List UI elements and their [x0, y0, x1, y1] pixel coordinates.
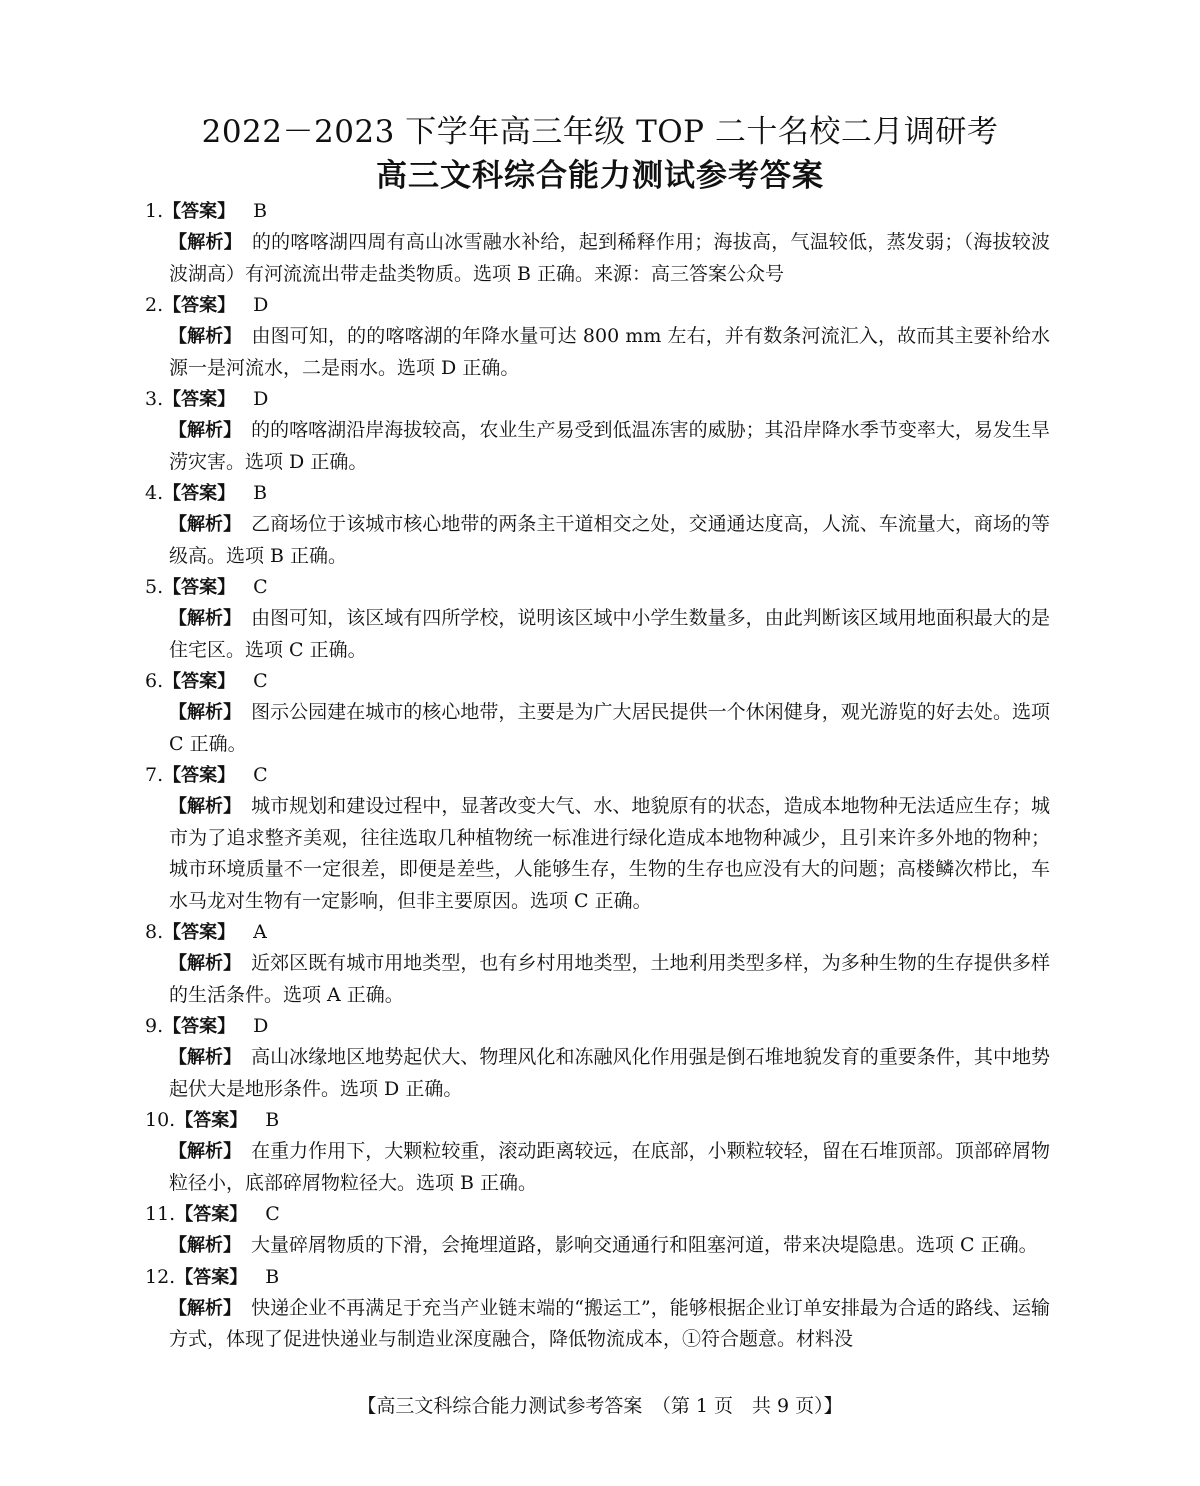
question-number: 2.	[145, 294, 164, 316]
question-number: 5.	[145, 576, 164, 598]
explanation-text: 城市规划和建设过程中，显著改变大气、水、地貌原有的状态，造成本地物种无法适应生存；城市为了追求整齐美观，往往选取几种植物统一标准进行绿化造成本地物种减少，且引来许多外地的物种；城市环境质量不一定很差，即便是差些，人能够生存，生物的生存也应没有大的问题；高楼鳞次栉比，车水马龙对生物有一定影响，但非主要原因。选项 C 正确。	[169, 795, 1050, 912]
answer-value: C	[253, 670, 268, 692]
question-number: 3.	[145, 388, 164, 410]
question-number: 7.	[145, 764, 164, 786]
explanation-text: 在重力作用下，大颗粒较重，滚动距离较远，在底部，小颗粒较轻，留在石堆顶部。顶部碎屑物粒径小，底部碎屑物粒径大。选项 B 正确。	[169, 1140, 1050, 1194]
explanation-label: 【解析】	[169, 514, 242, 535]
page-title: 2022－2023 下学年高三年级 TOP 二十名校二月调研考	[201, 114, 999, 150]
answer-value: C	[253, 576, 268, 598]
explanation-label: 【解析】	[169, 702, 242, 723]
question-item	[145, 1199, 1050, 1262]
question-item	[145, 917, 1050, 1011]
explanation-text: 由图可知，的的喀喀湖的年降水量可达 800 mm 左右，并有数条河流汇入，故而其主要补给水源一是河流水，二是雨水。选项 D 正确。	[169, 325, 1051, 379]
question-item	[145, 666, 1050, 760]
answer-value: C	[265, 1203, 280, 1225]
question-number: 1.	[145, 200, 164, 222]
answer-line	[145, 572, 1050, 603]
explanation-block	[145, 697, 1050, 760]
answer-label: 【答案】	[163, 671, 236, 692]
question-number: 9.	[145, 1015, 164, 1037]
explanation-text: 快递企业不再满足于充当产业链末端的“搬运工”，能够根据企业订单安排最为合适的路线、运输方式，体现了促进快递业与制造业深度融合，降低物流成本，①符合题意。材料没	[169, 1296, 1051, 1350]
question-item	[145, 196, 1050, 290]
question-number: 6.	[145, 670, 164, 692]
question-number: 12.	[145, 1265, 176, 1288]
question-item	[145, 572, 1050, 666]
explanation-label: 【解析】	[169, 1047, 242, 1068]
explanation-block	[145, 791, 1050, 917]
question-item	[145, 478, 1050, 572]
explanation-text: 的的喀喀湖四周有高山冰雪融水补给，起到稀释作用；海拔高，气温较低，蒸发弱；（海拔较波波湖高）有河流流出带走盐类物质。选项 B 正确。来源：高三答案公众号	[169, 231, 1050, 285]
answer-label: 【答案】	[163, 389, 236, 410]
explanation-text: 大量碎屑物质的下滑，会掩埋道路，影响交通通行和阻塞河道，带来决堤隐患。选项 C 正确。	[251, 1234, 1038, 1256]
answer-line	[145, 1199, 1050, 1230]
answer-value: D	[253, 294, 269, 316]
page-footer: 【高三文科综合能力测试参考答案 （第 1 页 共 9 页）】	[357, 1395, 843, 1417]
explanation-label: 【解析】	[169, 420, 242, 441]
question-number: 4.	[145, 482, 164, 504]
answer-value: C	[253, 764, 268, 786]
explanation-text: 由图可知，该区域有四所学校，说明该区域中小学生数量多，由此判断该区域用地面积最大的是住宅区。选项 C 正确。	[169, 607, 1050, 661]
explanation-text: 近郊区既有城市用地类型，也有乡村用地类型，土地利用类型多样，为多种生物的生存提供多样的生活条件。选项 A 正确。	[169, 952, 1050, 1006]
question-number: 11.	[145, 1203, 176, 1225]
answer-line	[145, 917, 1050, 948]
explanation-text: 高山冰缘地区地势起伏大、物理风化和冻融风化作用强是倒石堆地貌发育的重要条件，其中地势起伏大是地形条件。选项 D 正确。	[169, 1046, 1050, 1100]
answer-value: D	[253, 388, 269, 410]
question-item	[145, 290, 1050, 384]
answer-line	[145, 384, 1050, 415]
explanation-label: 【解析】	[169, 953, 242, 974]
explanation-block	[145, 321, 1050, 384]
answer-label: 【答案】	[163, 922, 236, 943]
explanation-label: 【解析】	[169, 1297, 242, 1319]
explanation-block	[145, 1230, 1050, 1262]
question-number: 10.	[145, 1109, 176, 1131]
answer-value: B	[253, 200, 268, 222]
explanation-label: 【解析】	[169, 608, 242, 629]
answer-label: 【答案】	[175, 1266, 248, 1288]
answer-line	[145, 1262, 1050, 1293]
question-number: 8.	[145, 921, 164, 943]
answer-value: D	[253, 1015, 269, 1037]
answer-value: B	[265, 1265, 280, 1288]
answer-label: 【答案】	[175, 1110, 248, 1131]
explanation-block	[145, 603, 1050, 666]
explanation-label: 【解析】	[169, 326, 242, 347]
answer-line	[145, 666, 1050, 697]
answer-label: 【答案】	[163, 577, 236, 598]
explanation-block	[145, 415, 1050, 478]
explanation-label: 【解析】	[169, 796, 242, 817]
question-item	[145, 1105, 1050, 1199]
question-item	[145, 760, 1050, 917]
question-item	[145, 1011, 1050, 1105]
answer-label: 【答案】	[163, 765, 236, 786]
answer-value: B	[253, 482, 268, 504]
answer-value: A	[253, 921, 267, 943]
explanation-block	[145, 1136, 1050, 1199]
answer-label: 【答案】	[175, 1204, 248, 1225]
page-subtitle: 高三文科综合能力测试参考答案	[376, 158, 824, 194]
explanation-text: 图示公园建在城市的核心地带，主要是为广大居民提供一个休闲健身，观光游览的好去处。选项 C 正确。	[169, 701, 1050, 755]
answer-line	[145, 760, 1050, 791]
explanation-text: 乙商场位于该城市核心地带的两条主干道相交之处，交通通达度高，人流、车流量大，商场的等级高。选项 B 正确。	[169, 513, 1050, 567]
explanation-block	[145, 948, 1050, 1011]
explanation-label: 【解析】	[169, 1235, 241, 1256]
answer-label: 【答案】	[163, 483, 236, 504]
answer-line	[145, 1105, 1050, 1136]
explanation-block	[145, 1293, 1050, 1356]
explanation-block	[145, 509, 1050, 572]
answer-line	[145, 1011, 1050, 1042]
answer-line	[145, 478, 1050, 509]
answer-line	[145, 196, 1050, 227]
explanation-block	[145, 1042, 1050, 1105]
answer-label: 【答案】	[163, 295, 236, 316]
explanation-text: 的的喀喀湖沿岸海拔较高，农业生产易受到低温冻害的威胁；其沿岸降水季节变率大，易发生旱涝灾害。选项 D 正确。	[169, 419, 1050, 473]
explanation-block	[145, 227, 1050, 290]
question-list	[145, 196, 1050, 1356]
answer-label: 【答案】	[163, 1016, 236, 1037]
answer-line	[145, 290, 1050, 321]
answer-value: B	[265, 1109, 280, 1131]
explanation-label: 【解析】	[169, 232, 242, 253]
question-item	[145, 384, 1050, 478]
explanation-label: 【解析】	[169, 1141, 242, 1162]
answer-label: 【答案】	[163, 201, 236, 222]
question-item	[145, 1262, 1050, 1356]
